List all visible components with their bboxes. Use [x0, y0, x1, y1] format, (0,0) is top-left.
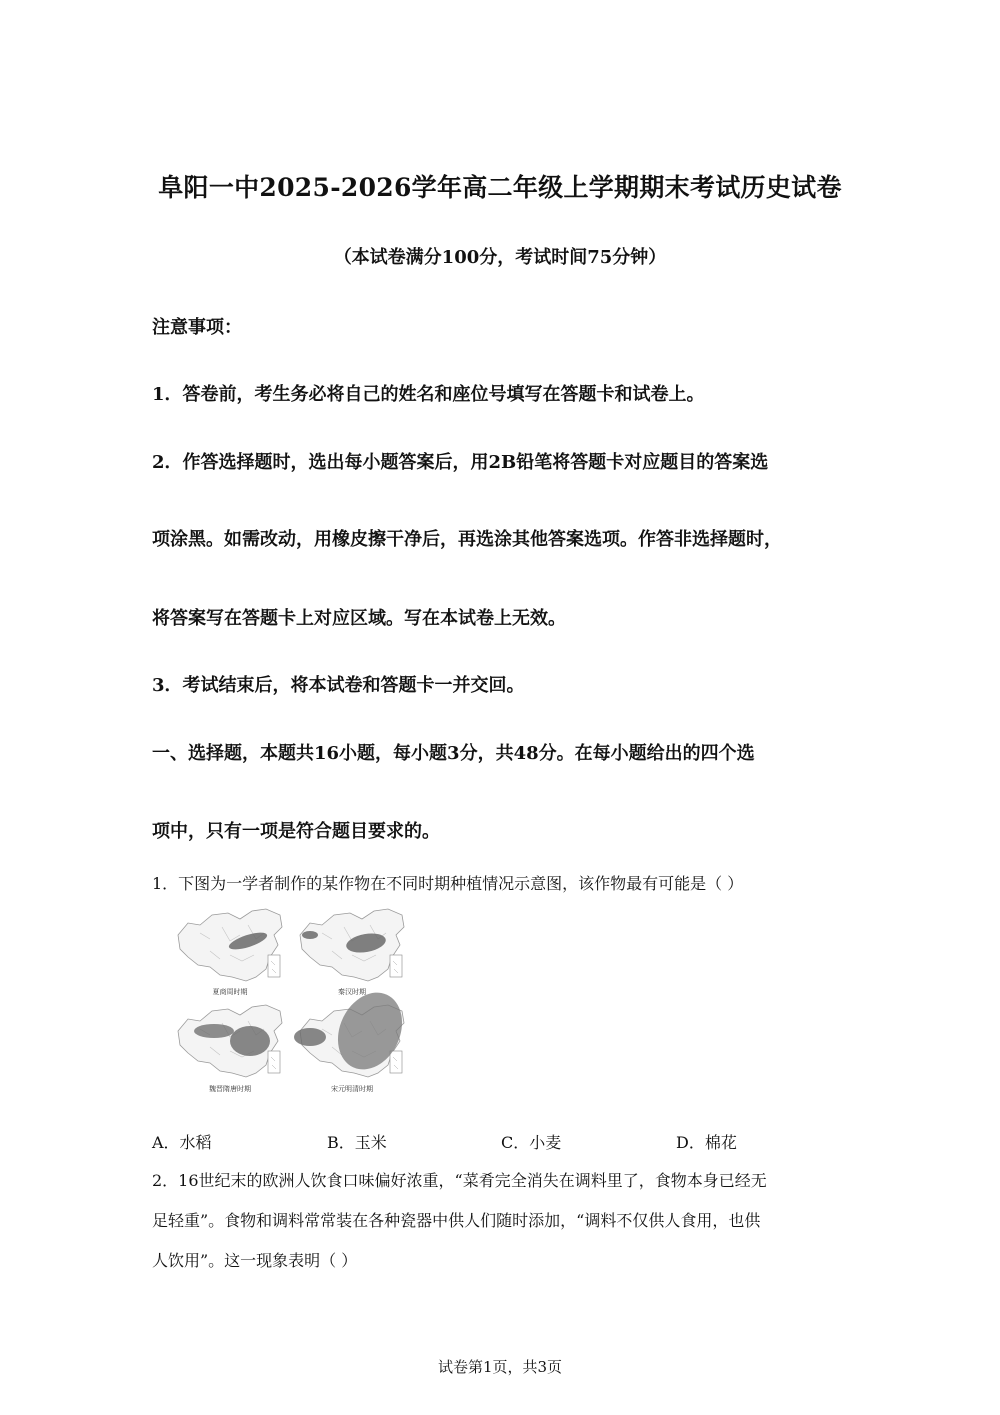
map-caption-4: 宋元明清时期 [331, 1085, 373, 1093]
notice-item-1: 1．答卷前，考生务必将自己的姓名和座位号填写在答题卡和试卷上。 [152, 384, 705, 405]
page-title: 阜阳一中2025-2026学年高二年级上学期期末考试历史试卷 [158, 173, 842, 202]
option-b[interactable]: B．玉米 [327, 1133, 387, 1152]
notice-item-2-line-1: 2．作答选择题时，选出每小题答案后，用2B铅笔将答题卡对应题目的答案选 [152, 452, 769, 473]
map-wei-jin-sui-tang [178, 1005, 282, 1077]
map-qin-han [300, 909, 404, 981]
notice-heading: 注意事项： [152, 317, 242, 338]
question-2-line-2: 足轻重”。食物和调料常常装在各种瓷器中供人们随时添加，“调料不仅供人食用，也供 [152, 1211, 761, 1230]
question-2-line-1: 2．16世纪末的欧洲人饮食口味偏好浓重，“菜肴完全消失在调料里了，食物本身已经无 [152, 1171, 767, 1190]
crop-distribution-maps-figure [168, 905, 418, 1100]
option-d[interactable]: D．棉花 [676, 1133, 737, 1152]
map-caption-2: 秦汉时期 [338, 988, 366, 996]
option-c[interactable]: C．小麦 [501, 1133, 562, 1152]
map-caption-1: 夏商周时期 [212, 988, 248, 996]
map-caption-3: 魏晋隋唐时期 [209, 1085, 251, 1093]
map-xia-shang-zhou [178, 909, 282, 981]
notice-item-2-line-3: 将答案写在答题卡上对应区域。写在本试卷上无效。 [152, 608, 566, 629]
page-subtitle: （本试卷满分100分，考试时间75分钟） [333, 247, 667, 268]
question-1-stem: 1．下图为一学者制作的某作物在不同时期种植情况示意图，该作物最有可能是（ ） [152, 874, 744, 893]
page-footer: 试卷第1页，共3页 [437, 1358, 563, 1376]
section-heading-line-1: 一、选择题，本题共16小题，每小题3分，共48分。在每小题给出的四个选 [152, 743, 755, 764]
question-2-line-3: 人饮用”。这一现象表明（ ） [152, 1251, 358, 1270]
notice-item-2-line-2: 项涂黑。如需改动，用橡皮擦干净后，再选涂其他答案选项。作答非选择题时， [152, 529, 782, 550]
crop-maps-svg [168, 905, 418, 1100]
notice-item-3: 3．考试结束后，将本试卷和答题卡一并交回。 [152, 675, 525, 696]
map-song-yuan-ming-qing [294, 982, 414, 1080]
option-a[interactable]: A．水稻 [152, 1133, 212, 1152]
section-heading-line-2: 项中，只有一项是符合题目要求的。 [152, 821, 440, 842]
